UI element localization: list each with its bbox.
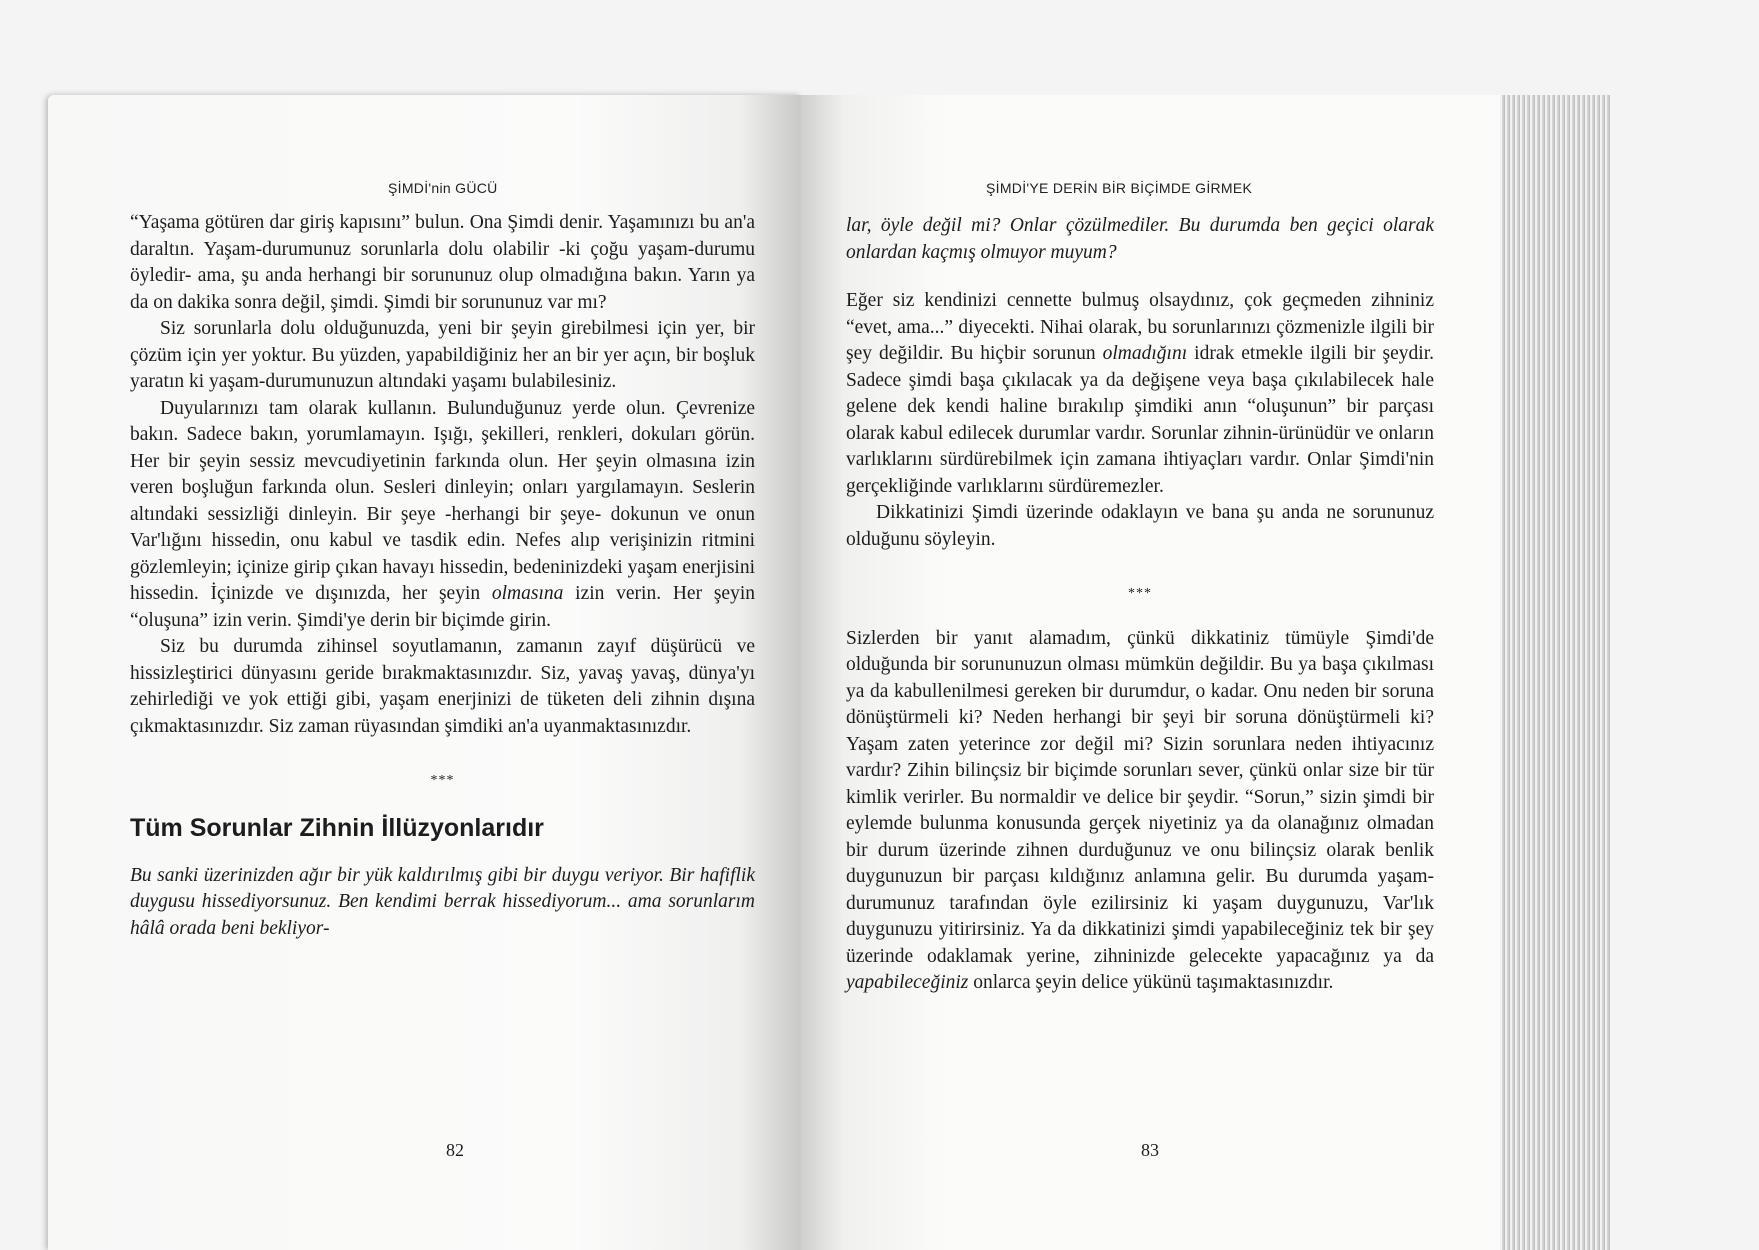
emphasis: olmadığını [1102,343,1188,364]
paragraph-text: onlarca şeyin delice yükünü taşımaktasınızdır. [968,972,1334,993]
emphasis: olmasına [491,583,564,604]
left-page-text [130,210,755,942]
right-page [801,95,1521,1250]
page-number-left: 82 [446,1140,464,1160]
paragraph [846,288,1434,500]
emphasis: yapabileceğiniz [846,972,969,993]
italic-continuation: lar, öyle değil mi? Onlar çözülmediler. Bu durumda ben geçici olarak onlardan kaçmış olmuyor muyum? [846,215,1434,263]
paragraph [130,396,755,635]
paragraph: Siz bu durumda zihinsel soyutlamanın, zamanın zayıf düşürücü ve hissizleştirici dünyasını geride bırakmaktasınızdır. Siz, yavaş yavaş, dünya'yı zehirlediği ve yok ettiği gibi, yaşam enerjinizi de tüketen deli zihnin dışına çıkmaktasınızdır. Siz zaman rüyasından şimdiki an'a uyanmaktasınızdır. [130,636,755,737]
left-page [48,95,801,1250]
running-head-left: ŞİMDİ'nin GÜCÜ [388,180,498,196]
paragraph-text: Sizlerden bir yanıt alamadım, çünkü dikkatiniz tümüyle Şimdi'de olduğunda bir sorununuzun olması mümkün değildir. Bu ya başa çıkılması ya da kabullenilmesi gereken bir durumdur, o kadar. Onu neden bir soruna dönüştürmeli ki? Neden herhangi bir şeyi bir soruna dönüştürmeli ki? Yaşam zaten yeterince zor değil mi? Sizin sorunlara neden ihtiyacınız vardır? Zihin bilinçsiz bir biçimde sorunları sever, çünkü onlar size bir tür kimlik verirler. Bu normaldir ve delice bir şeydir. “Sorun,” sizin şimdi bir eylemde bulunma konusunda gerçek niyetiniz ya da olanağınız olmadan bir durum üzerinde zihnen durduğunuz ve onu bilinçsiz olarak benlik duygunuzun bir parçası kıldığınız anlamına gelir. Bu durumda yaşam-durumunuz tarafından öyle ezilirsiniz ki yaşam duygunuzu, Var'lık duygunuzu yitirirsiniz. Ya da dikkatinizi şimdi yapabileceğiniz tek bir şey üzerinde odaklamak yerine, zihninizde gelecekte yapacağınız ya da [846,627,1434,967]
paragraph-text: Duyularınızı tam olarak kullanın. Bulunduğunuz yerde olun. Çevrenize bakın. Sadece bakın, yorumlamayın. Işığı, şekilleri, renkleri, dokuları görün. Her bir şeyin sessiz mevcudiyetinin farkında olun. Her şeyin olmasına izin veren boşluğun farkında olun. Sesleri dinleyin; onları yargılamayın. Seslerin altındaki sessizliği dinleyin. Bir şeye -herhangi bir şeye- dokunun ve onun Var'lığını hissedin, onu kabul ve tasdik edin. Nefes alıp verişinizin ritmini gözlemleyin; içinize girip çıkan havayı hissedin, bedeninizdeki yaşam enerjisini hissedin. İçinizde ve dışınızda, her şeyin [130,397,755,604]
paragraph [846,626,1434,997]
section-heading: Tüm Sorunlar Zihnin İllüzyonlarıdır [130,813,544,842]
paragraph: Dikkatinizi Şimdi üzerinde odaklayın ve bana şu anda ne sorununuz olduğunu söyleyin. [846,502,1434,550]
paragraph: “Yaşama götüren dar giriş kapısını” bulun. Ona Şimdi denir. Yaşamınızı bu an'a daraltın. Yaşam-durumunuz sorunlarla dolu olabilir -ki çoğu yaşam-durumu öyledir- ama, şu anda herhangi bir sorununuz olup olmadığına bakın. Yarın ya da on dakika sonra değil, şimdi. Şimdi bir sorununuz var mı? [130,212,755,313]
page-edges [1500,95,1610,1250]
paragraph: Siz sorunlarla dolu olduğunuzda, yeni bir şeyin girebilmesi için yer, bir çözüm için yer yoktur. Bu yüzden, yapabildiğiniz her an bir yer açın, bir boşluk yaratın ki yaşam-durumunuzun altındaki yaşamı bulabilesiniz. [130,318,755,392]
paragraph-text: idrak etmekle ilgili bir şeydir. Sadece şimdi başa çıkılacak ya da değişene veya başa çıkılabilecek hale gelene dek kendi haline bırakılıp şimdiki anın “oluşunun” bir parçası olarak kabul edilecek durumlar vardır. Sorunlar zihnin-ürünüdür ve onların varlıklarını sürdürebilmek için zamana ihtiyaçları vardır. Onlar Şimdi'nin gerçekliğinde varlıklarını sürdüremezler. [846,343,1434,497]
running-head-right: ŞİMDİ'YE DERİN BİR BİÇİMDE GİRMEK [986,180,1253,196]
paragraph-text: Eğer siz kendinizi cennette bulmuş olsaydınız, çok geçmeden zihniniz “evet, ama...” diyecekti. Nihai olarak, bu sorunlarınızı çözmenizle ilgili bir şey değildir. Bu hiçbir sorunun [846,290,1434,364]
italic-quote: Bu sanki üzerinizden ağır bir yük kaldırılmış gibi bir duygu veriyor. Bir hafiflik duygusu hissediyorsunuz. Ben kendimi berrak hissediyorum... ama sorunlarım hâlâ orada beni bekliyor- [130,864,755,939]
paragraph-text: izin verin. Her şeyin “oluşuna” izin verin. Şimdi'ye derin bir biçimde girin. [130,583,755,631]
right-page-text [846,213,1434,997]
section-separator: *** [1128,586,1152,601]
page-number-right: 83 [1141,1140,1159,1160]
section-separator: *** [430,773,455,788]
